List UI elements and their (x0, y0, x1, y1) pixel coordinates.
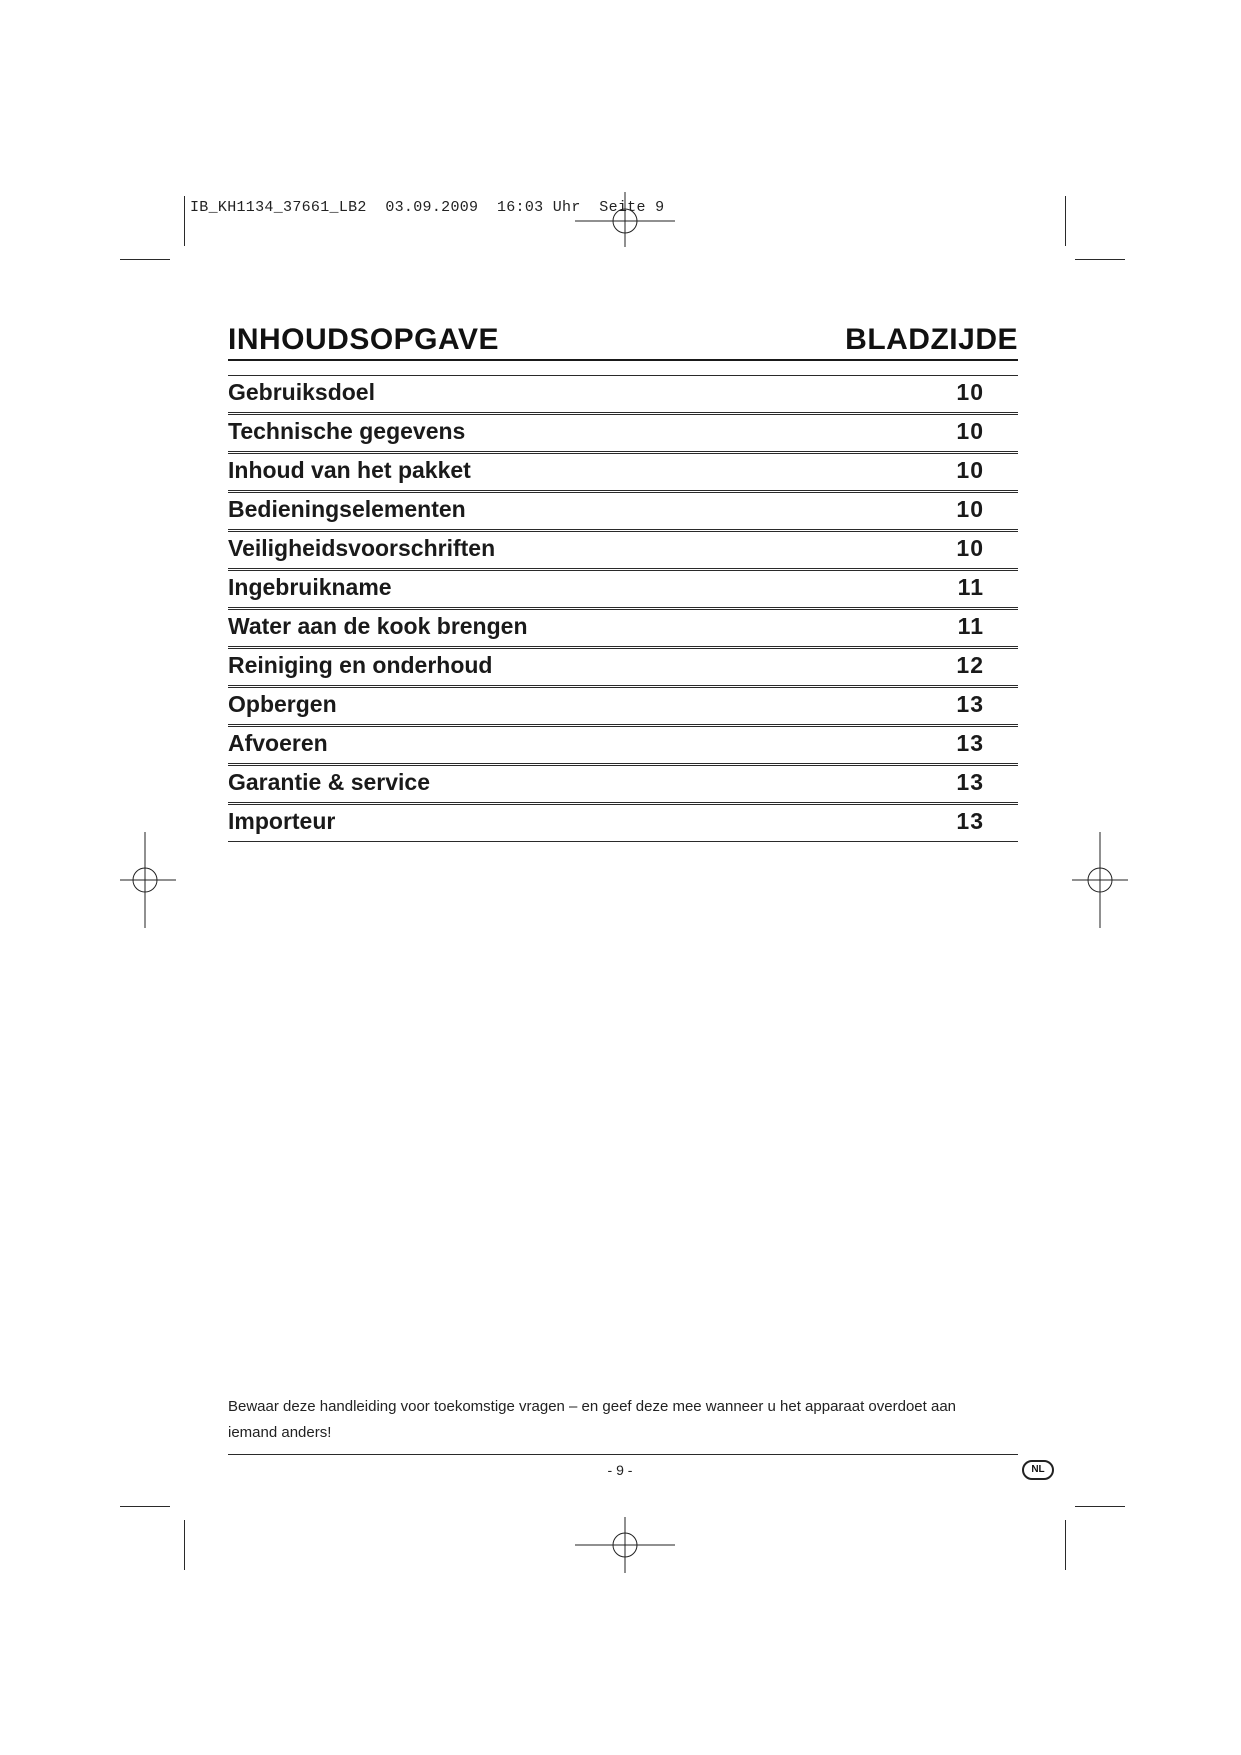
toc-item-page: 10 (956, 496, 984, 522)
toc-item-label: Reiniging en onderhoud (228, 652, 493, 678)
toc-item-label: Veiligheidsvoorschriften (228, 535, 496, 561)
toc-item-page: 13 (956, 730, 984, 756)
toc-item (228, 492, 1018, 530)
footer-note: Bewaar deze handleiding voor toekomstige vragen – en geef deze mee wanneer u het apparaat overdoet aan iemand anders! (228, 1398, 956, 1441)
toc-item-label: Inhoud van het pakket (228, 457, 471, 483)
toc-item-page: 10 (956, 418, 984, 444)
registration-mark-bottom (570, 1515, 680, 1575)
toc-item (228, 570, 1018, 608)
toc-item-page: 11 (957, 613, 984, 639)
toc-item (228, 687, 1018, 725)
toc-item-label: Technische gegevens (228, 418, 466, 444)
toc-item (228, 648, 1018, 686)
toc-item-label: Gebruiksdoel (228, 379, 375, 405)
toc-page-header: BLADZIJDE (845, 323, 1018, 356)
print-slug: IB_KH1134_37661_LB2 03.09.2009 16:03 Uhr Seite 9 (190, 199, 665, 216)
toc-item-page: 13 (956, 769, 984, 795)
toc-item-page: 13 (956, 808, 984, 834)
registration-mark-top (570, 190, 680, 250)
toc-item-label: Afvoeren (228, 730, 328, 756)
toc-item-label: Importeur (228, 808, 336, 834)
toc-item-page: 11 (957, 574, 984, 600)
toc-item (228, 375, 1018, 413)
toc-title: INHOUDSOPGAVE (228, 323, 499, 356)
toc-item-page: 13 (956, 691, 984, 717)
toc-header-rule (228, 359, 1018, 361)
toc-item (228, 531, 1018, 569)
toc-item-page: 10 (956, 379, 984, 405)
toc-item (228, 804, 1018, 842)
registration-mark-right (1070, 830, 1130, 930)
toc-item (228, 609, 1018, 647)
toc-item-page: 10 (956, 457, 984, 483)
page-number: - 9 - (607, 1462, 633, 1478)
toc-item (228, 765, 1018, 803)
toc-item-label: Opbergen (228, 691, 337, 717)
toc-item (228, 453, 1018, 491)
registration-mark-left (118, 830, 178, 930)
toc-item (228, 414, 1018, 452)
toc-item-label: Bedieningselementen (228, 496, 466, 522)
toc-item-page: 12 (956, 652, 984, 678)
footer-rule (228, 1454, 1018, 1455)
toc-item-label: Ingebruikname (228, 574, 392, 600)
language-badge: NL (1022, 1460, 1054, 1480)
toc-item (228, 726, 1018, 764)
toc-item-label: Garantie & service (228, 769, 431, 795)
toc-item-label: Water aan de kook brengen (228, 613, 528, 639)
toc-item-page: 10 (956, 535, 984, 561)
